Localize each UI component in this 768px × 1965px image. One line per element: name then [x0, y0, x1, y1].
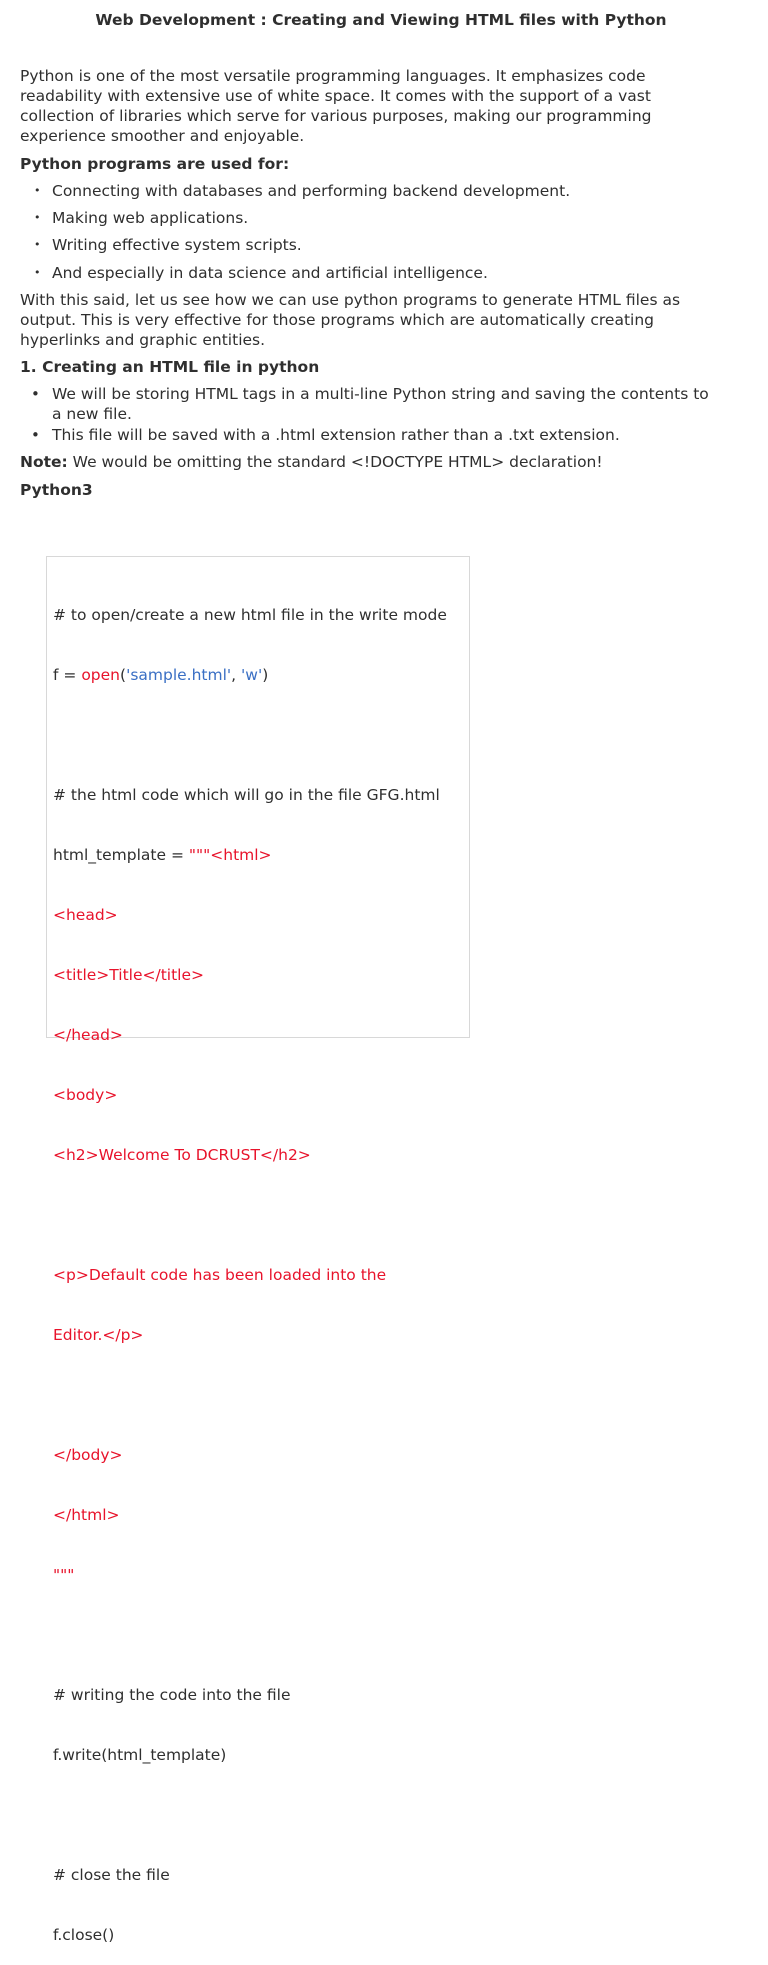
- paragraph-line: hyperlinks and graphic entities.: [20, 331, 266, 349]
- list-item: This file will be saved with a .html extension rather than a .txt extension.: [52, 426, 620, 444]
- code-comment: # to open/create a new html file in the write mode: [53, 606, 447, 624]
- list-item: And especially in data science and artificial intelligence.: [52, 264, 488, 282]
- bullet-icon: •: [34, 238, 41, 251]
- code-comment: # the html code which will go in the file GFG.html: [53, 786, 440, 804]
- intro-line: readability with extensive use of white space. It comes with the support of a vast: [20, 87, 651, 105]
- code-string-line: [53, 1205, 463, 1225]
- code-blank-line: [53, 1805, 463, 1825]
- code-string-line: </body>: [53, 1446, 123, 1464]
- code-line: f.write(html_template): [53, 1746, 227, 1764]
- code-string: 'w': [241, 666, 263, 684]
- bullet-icon: •: [31, 426, 40, 444]
- code-function: open: [81, 666, 120, 684]
- code-comment: # close the file: [53, 1866, 170, 1884]
- code-string-line: <p>Default code has been loaded into the: [53, 1266, 387, 1284]
- code-string: """<html>: [188, 846, 272, 864]
- section-heading: 1. Creating an HTML file in python: [20, 358, 320, 376]
- bullet-icon: •: [34, 211, 41, 224]
- code-string: 'sample.html': [126, 666, 232, 684]
- list-item: Making web applications.: [52, 209, 249, 227]
- language-label: Python3: [20, 481, 93, 499]
- intro-paragraph: [20, 66, 740, 146]
- code-content: [53, 565, 463, 1965]
- list-item-line: We will be storing HTML tags in a multi-line Python string and saving the contents to: [52, 385, 709, 403]
- code-string-line: """: [53, 1566, 75, 1584]
- uses-heading: Python programs are used for:: [20, 155, 290, 173]
- code-line: [53, 845, 463, 865]
- code-blank-line: [53, 1625, 463, 1645]
- list-item: [52, 384, 742, 424]
- note: [20, 452, 740, 472]
- code-blank-line: [53, 725, 463, 745]
- paragraph-line: output. This is very effective for those programs which are automatically creating: [20, 311, 654, 329]
- code-string-line: Editor.</p>: [53, 1326, 144, 1344]
- note-text: We would be omitting the standard <!DOCTYPE HTML> declaration!: [67, 453, 603, 471]
- bullet-icon: •: [31, 385, 40, 403]
- code-string-line: <body>: [53, 1086, 118, 1104]
- code-line: f.close(): [53, 1926, 115, 1944]
- code-comment: # writing the code into the file: [53, 1686, 291, 1704]
- code-token: ): [262, 666, 269, 684]
- code-token: (: [120, 666, 127, 684]
- code-token: ,: [231, 666, 242, 684]
- intro-line: experience smoother and enjoyable.: [20, 127, 305, 145]
- code-string-line: <h2>Welcome To DCRUST</h2>: [53, 1146, 311, 1164]
- intro-line: collection of libraries which serve for various purposes, making our programming: [20, 107, 652, 125]
- list-item: Writing effective system scripts.: [52, 236, 302, 254]
- list-item-line: a new file.: [52, 405, 132, 423]
- code-token: html_template =: [53, 846, 189, 864]
- code-line: [53, 665, 463, 685]
- paragraph-line: With this said, let us see how we can use python programs to generate HTML files as: [20, 291, 681, 309]
- note-label: Note:: [20, 453, 68, 471]
- code-string-line: <title>Title</title>: [53, 966, 204, 984]
- code-token: f =: [53, 666, 82, 684]
- intro-line: Python is one of the most versatile programming languages. It emphasizes code: [20, 67, 646, 85]
- code-string-line: </head>: [53, 1026, 123, 1044]
- with-this-paragraph: [20, 290, 740, 350]
- code-string-line: <head>: [53, 906, 118, 924]
- list-item: Connecting with databases and performing backend development.: [52, 182, 571, 200]
- code-string-line: [53, 1385, 463, 1405]
- page-title: Web Development : Creating and Viewing HTML files with Python: [95, 11, 667, 29]
- bullet-icon: •: [34, 266, 41, 279]
- bullet-icon: •: [34, 184, 41, 197]
- code-string-line: </html>: [53, 1506, 120, 1524]
